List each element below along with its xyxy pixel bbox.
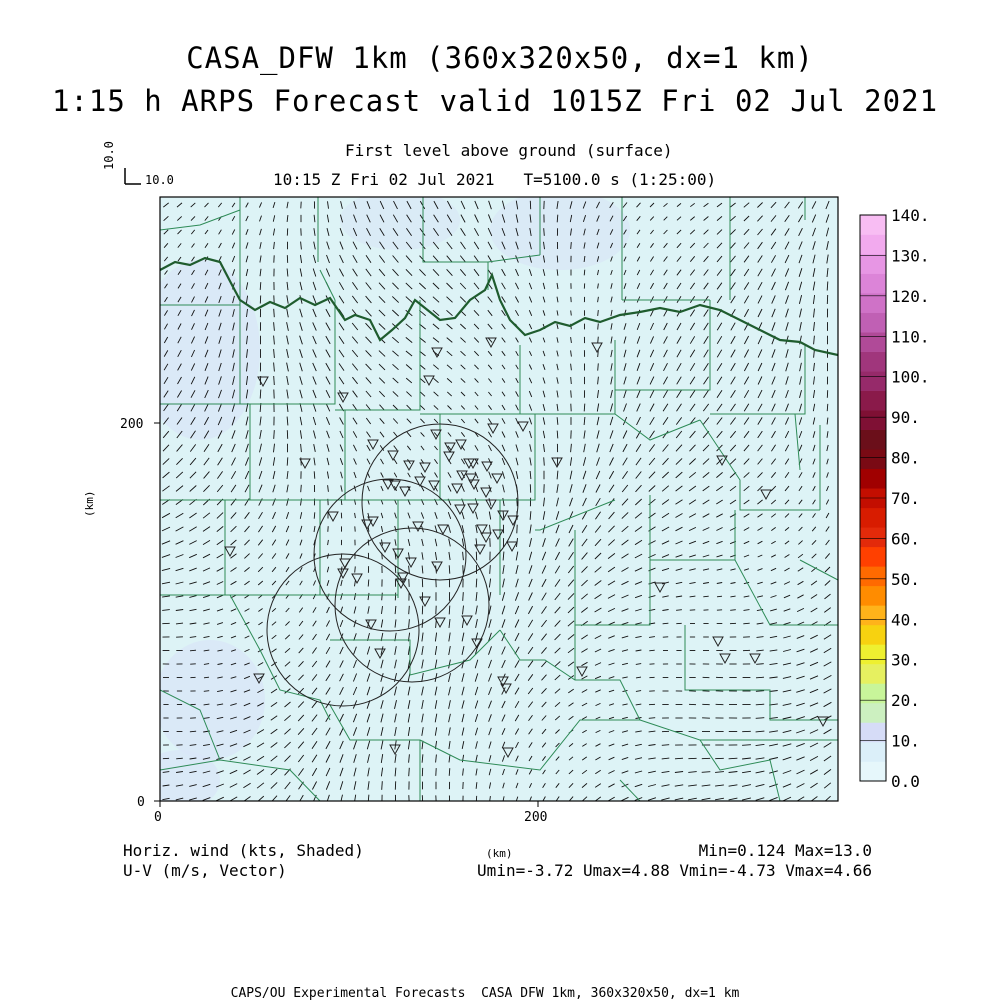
y-tick-0: 0 — [137, 795, 145, 810]
subtitle-time: 10:15 Z Fri 02 Jul 2021 T=5100.0 s (1:25:00) — [273, 172, 716, 188]
colorbar-label: 30. — [891, 651, 920, 670]
wind-vector — [756, 704, 764, 705]
wind-vector — [729, 758, 738, 759]
wind-vector — [190, 731, 196, 732]
colorbar-segment — [860, 391, 886, 411]
colorbar-segment — [860, 605, 886, 625]
legend-vector: U-V (m/s, Vector) — [123, 863, 287, 879]
colorbar-label: 20. — [891, 691, 920, 710]
wind-vector — [409, 606, 410, 614]
colorbar-label: 80. — [891, 449, 920, 468]
wind-vector — [702, 772, 711, 773]
stats-uv-range: Umin=-3.72 Umax=4.88 Vmin=-4.73 Vmax=4.66 — [477, 863, 872, 879]
wind-vector — [395, 566, 396, 573]
wind-vector — [756, 664, 764, 665]
colorbar-segment — [860, 332, 886, 352]
wind-vector — [675, 758, 683, 759]
colorbar — [860, 206, 930, 791]
colorbar-segment — [860, 274, 886, 294]
wind-vector — [598, 323, 599, 329]
wind-vector — [676, 610, 682, 611]
colorbar-segment — [860, 352, 886, 372]
wind-vector — [557, 215, 558, 223]
colorbar-segment — [860, 508, 886, 528]
wind-vector — [260, 390, 261, 399]
colorbar-segment — [860, 625, 886, 645]
wind-vector — [756, 718, 765, 719]
footer-credit: CAPS/OU Experimental Forecasts CASA DFW 1km, 360x320x50, dx=1 km — [0, 987, 970, 1000]
wind-vector — [571, 390, 572, 397]
subtitle-level: First level above ground (surface) — [345, 143, 673, 159]
wind-vector — [663, 623, 669, 624]
colorbar-label: 120. — [891, 287, 930, 306]
colorbar-segment — [860, 742, 886, 762]
colorbar-label: 10. — [891, 732, 920, 751]
colorbar-segment — [860, 761, 886, 781]
wind-vector — [314, 471, 315, 478]
colorbar-segment — [860, 703, 886, 723]
wind-vector — [649, 650, 654, 651]
wind-vector — [544, 228, 545, 236]
wind-vector — [449, 768, 450, 776]
colorbar-label: 40. — [891, 610, 920, 629]
colorbar-label: 140. — [891, 206, 930, 225]
colorbar-segment — [860, 254, 886, 274]
colorbar-segment — [860, 371, 886, 391]
colorbar-segment — [860, 527, 886, 547]
wind-vector — [756, 677, 764, 678]
wind-vector — [449, 606, 450, 615]
wind-vector — [742, 745, 751, 746]
wind-vector — [662, 745, 669, 746]
colorbar-label: 130. — [891, 246, 930, 265]
colorbar-label: 50. — [891, 570, 920, 589]
title-line-1: CASA_DFW 1km (360x320x50, dx=1 km) — [0, 44, 1000, 73]
wind-vector — [301, 485, 302, 492]
y-tick-200: 200 — [120, 417, 143, 432]
x-tick-0: 0 — [154, 810, 162, 825]
colorbar-label: 90. — [891, 408, 920, 427]
wind-vector — [703, 596, 708, 597]
y-axis-label: (km) — [83, 491, 96, 518]
wind-vector — [314, 512, 315, 518]
colorbar-segment — [860, 235, 886, 255]
wind-vector — [449, 565, 450, 573]
colorbar-segment — [860, 430, 886, 450]
wind-vector — [717, 596, 722, 597]
ref-vector-vertical-label: 10.0 — [103, 141, 115, 170]
colorbar-segment — [860, 722, 886, 742]
wind-vector — [827, 282, 828, 291]
wind-vector — [463, 592, 464, 601]
reference-vector-glyph — [125, 168, 141, 184]
wind-vector — [368, 540, 369, 546]
ref-vector-horizontal-label: 10.0 — [145, 174, 174, 186]
wind-vector — [827, 404, 828, 411]
wind-vector — [756, 691, 764, 692]
wind-vector — [743, 623, 749, 624]
wind-vector — [571, 242, 572, 249]
stats-min-max: Min=0.124 Max=13.0 — [699, 843, 872, 859]
wind-vector — [176, 758, 183, 759]
wind-vector — [584, 270, 585, 276]
wind-vector — [204, 691, 209, 692]
colorbar-segment — [860, 469, 886, 489]
wind-vector — [382, 781, 383, 790]
wind-vector — [274, 430, 275, 439]
colorbar-segment — [860, 313, 886, 333]
wind-vector — [571, 311, 572, 316]
wind-vector — [368, 580, 369, 587]
wind-vector — [287, 457, 288, 465]
title-line-2: 1:15 h ARPS Forecast valid 1015Z Fri 02 Jul 2021 — [0, 87, 990, 116]
wind-vector — [204, 677, 209, 678]
colorbar-label: 70. — [891, 489, 920, 508]
wind-vector — [274, 309, 275, 317]
wind-vector — [598, 337, 599, 344]
colorbar-label: 100. — [891, 368, 930, 387]
colorbar-segment — [860, 215, 886, 235]
colorbar-segment — [860, 410, 886, 430]
colorbar-segment — [860, 586, 886, 606]
wind-vector — [382, 593, 383, 601]
wind-vector — [490, 565, 491, 574]
wind-vector — [598, 363, 599, 370]
wind-vector — [544, 457, 545, 465]
wind-vector — [584, 404, 585, 412]
legend-shaded: Horiz. wind (kts, Shaded) — [123, 843, 364, 859]
colorbar-segment — [860, 644, 886, 664]
wind-vector — [571, 377, 572, 384]
colorbar-label: 60. — [891, 529, 920, 548]
wind-vector — [355, 566, 356, 572]
wind-vector — [274, 376, 275, 385]
wind-vector — [730, 610, 736, 611]
wind-vector — [649, 718, 655, 719]
x-axis-label: (km) — [486, 847, 513, 860]
x-tick-200: 200 — [524, 810, 547, 825]
colorbar-segment — [860, 566, 886, 586]
wind-vector — [260, 282, 261, 290]
wind-vector — [598, 310, 599, 316]
wind-vector — [557, 256, 558, 263]
colorbar-segment — [860, 547, 886, 567]
wind-vector — [190, 650, 196, 651]
wind-vector — [557, 431, 558, 439]
colorbar-label: 110. — [891, 327, 930, 346]
colorbar-segment — [860, 449, 886, 469]
wind-vector — [409, 768, 410, 776]
colorbar-label: 0.0 — [891, 772, 920, 791]
wind-vector — [476, 579, 477, 588]
wind-vector — [517, 498, 518, 506]
colorbar-segment — [860, 664, 886, 684]
